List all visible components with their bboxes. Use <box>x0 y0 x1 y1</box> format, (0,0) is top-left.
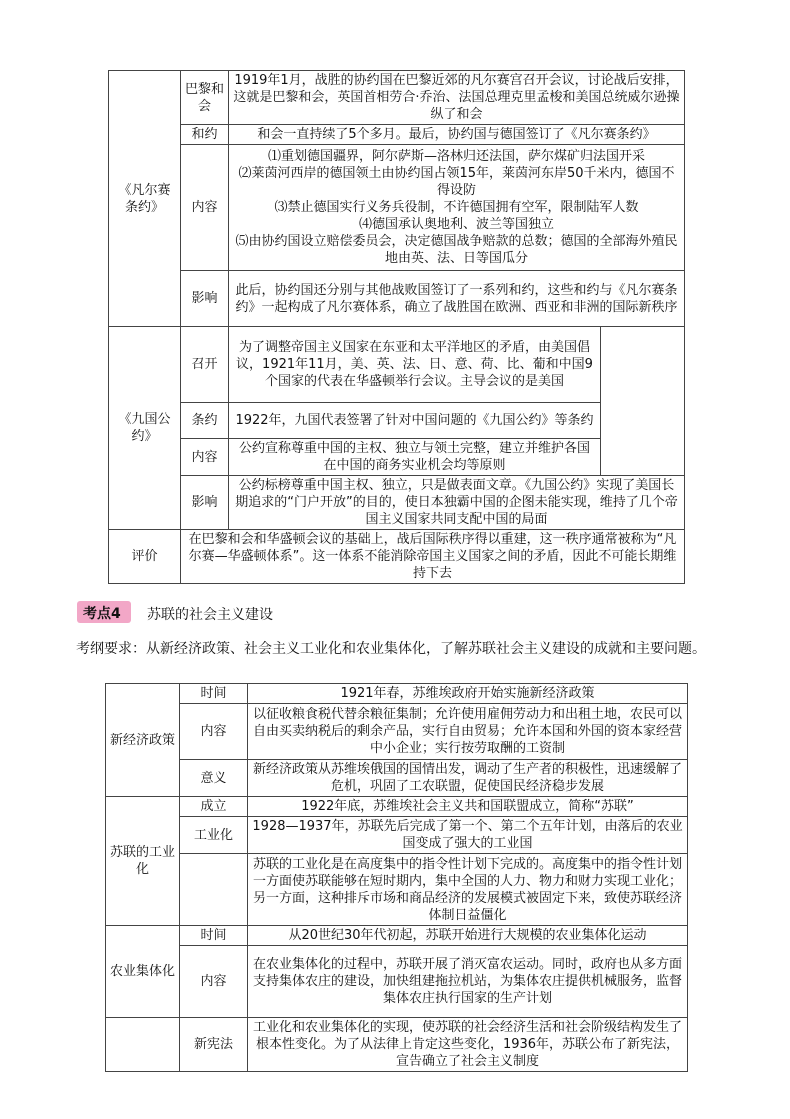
content-text: 公约宣称尊重中国的主权、独立与领土完整，建立并维护各国在中国的商务实业机会均等原则 <box>229 439 601 476</box>
soviet-table <box>105 683 688 1072</box>
row-label: 新宪法 <box>180 1018 248 1072</box>
row-label: 时间 <box>180 926 248 946</box>
collectivization-label: 农业集体化 <box>106 926 180 1018</box>
empty-cell <box>601 327 685 476</box>
evaluation-text: 在巴黎和会和华盛顿会议的基础上，战后国际秩序得以重建，这一秩序通常被称为“凡尔赛—华盛顿体系”。这一体系不能消除帝国主义国家之间的矛盾，因此不可能长期维持下去 <box>181 530 685 584</box>
treaty-text: 1922年，九国代表签署了针对中国问题的《九国公约》等条约 <box>229 403 601 439</box>
influence-text: 此后，协约国还分别与其他战败国签订了一系列和约，这些和约与《凡尔赛条约》一起构成了凡尔赛体系，确立了战胜国在欧洲、西亚和非洲的国际新秩序 <box>229 271 685 327</box>
section-title: 苏联的社会主义建设 <box>147 607 273 623</box>
empty-cell <box>106 1018 180 1072</box>
industrialization-label: 苏联的工业化 <box>106 797 180 926</box>
convene-text: 为了调整帝国主义国家在东亚和太平洋地区的矛盾，由美国倡议，1921年11月，美、英、法、日、意、荷、比、葡和中国9个国家的代表在华盛顿举行会议。主导会议的是美国 <box>229 327 601 403</box>
kaodian-badge <box>77 601 131 623</box>
badge-label: 考点4 <box>83 606 121 622</box>
versailles-label: 《凡尔赛条约》 <box>109 71 181 327</box>
content-item: ⑴重划德国疆界，阿尔萨斯—洛林归还法国，萨尔煤矿归法国开采 <box>267 149 645 164</box>
nep-content-text: 以征收粮食税代替余粮征集制；允许使用雇佣劳动力和出租土地，农民可以自由买卖纳税后的剩余产品，实行自由贸易；允许本国和外国的资本家经营中小企业；实行按劳取酬的工资制 <box>248 704 688 760</box>
row-label: 时间 <box>180 684 248 704</box>
nine-power-label: 《九国公约》 <box>109 327 181 530</box>
five-year-plans-text: 1928—1937年，苏联先后完成了第一个、第二个五年计划，由落后的农业国变成了强大的工业国 <box>248 817 688 854</box>
content-item: ⑶禁止德国实行义务兵役制，不许德国拥有空军，限制陆军人数 <box>274 200 639 215</box>
treaty-table <box>108 70 685 584</box>
row-label <box>180 854 248 926</box>
paris-conference-text: 1919年1月，战胜的协约国在巴黎近郊的凡尔赛宫召开会议，讨论战后安排，这就是巴黎和会，英国首相劳合·乔治、法国总理克里孟梭和美国总统威尔逊操纵了和会 <box>229 71 685 125</box>
ussr-founding-text: 1922年底，苏维埃社会主义共和国联盟成立，简称“苏联” <box>248 797 688 817</box>
influence-text: 公约标榜尊重中国主权、独立，只是做表面文章。《九国公约》实现了美国长期追求的“门户开放”的目的，使日本独霸中国的企图未能实现，维持了几个帝国主义国家共同支配中国的局面 <box>229 476 685 530</box>
row-label: 召开 <box>181 327 229 403</box>
collectivization-content-text: 在农业集体化的过程中，苏联开展了消灭富农运动。同时，政府也从多方面支持集体农庄的建设，加快组建拖拉机站，为集体农庄提供机械服务，监督集体农庄执行国家的生产计划 <box>248 946 688 1018</box>
nep-time-text: 1921年春，苏维埃政府开始实施新经济政策 <box>248 684 688 704</box>
row-label: 工业化 <box>180 817 248 854</box>
constitution-text: 工业化和农业集体化的实现，使苏联的社会经济生活和社会阶级结构发生了根本性变化。为了从法律上肯定这些变化，1936年，苏联公布了新宪法，宣告确立了社会主义制度 <box>248 1018 688 1072</box>
row-label: 条约 <box>181 403 229 439</box>
planning-text: 苏联的工业化是在高度集中的指令性计划下完成的。高度集中的指令性计划一方面使苏联能够在短时期内，集中全国的人力、物力和财力实现工业化；另一方面，这种排斥市场和商品经济的发展模式被固定下来，致使苏联经济体制日益僵化 <box>248 854 688 926</box>
content-item: ⑸由协约国设立赔偿委员会，决定德国战争赔款的总数；德国的全部海外殖民地由英、法、日等国瓜分 <box>235 234 678 266</box>
treaty-text: 和会一直持续了5个多月。最后，协约国与德国签订了《凡尔赛条约》 <box>229 125 685 145</box>
nep-label: 新经济政策 <box>106 684 180 797</box>
row-label: 意义 <box>180 760 248 797</box>
content-item: ⑵莱茵河西岸的德国领土由协约国占领15年，莱茵河东岸50千米内，德国不得设防 <box>238 166 675 198</box>
row-label: 内容 <box>180 946 248 1018</box>
row-label: 和约 <box>181 125 229 145</box>
row-label: 影响 <box>181 271 229 327</box>
nep-significance-text: 新经济政策从苏维埃俄国的国情出发，调动了生产者的积极性，迅速缓解了危机，巩固了工农联盟，促使国民经济稳步发展 <box>248 760 688 797</box>
content-item: ⑷德国承认奥地利、波兰等国独立 <box>358 217 554 232</box>
row-label: 内容 <box>180 704 248 760</box>
syllabus-requirement: 考纲要求：从新经济政策、社会主义工业化和农业集体化，了解苏联社会主义建设的成就和主要问题。 <box>76 641 706 657</box>
evaluation-label: 评价 <box>109 530 181 584</box>
content-list <box>229 145 685 271</box>
row-label: 影响 <box>181 476 229 530</box>
collectivization-time-text: 从20世纪30年代初起，苏联开始进行大规模的农业集体化运动 <box>248 926 688 946</box>
row-label: 内容 <box>181 439 229 476</box>
row-label: 成立 <box>180 797 248 817</box>
row-label: 巴黎和会 <box>181 71 229 125</box>
row-label: 内容 <box>181 145 229 271</box>
